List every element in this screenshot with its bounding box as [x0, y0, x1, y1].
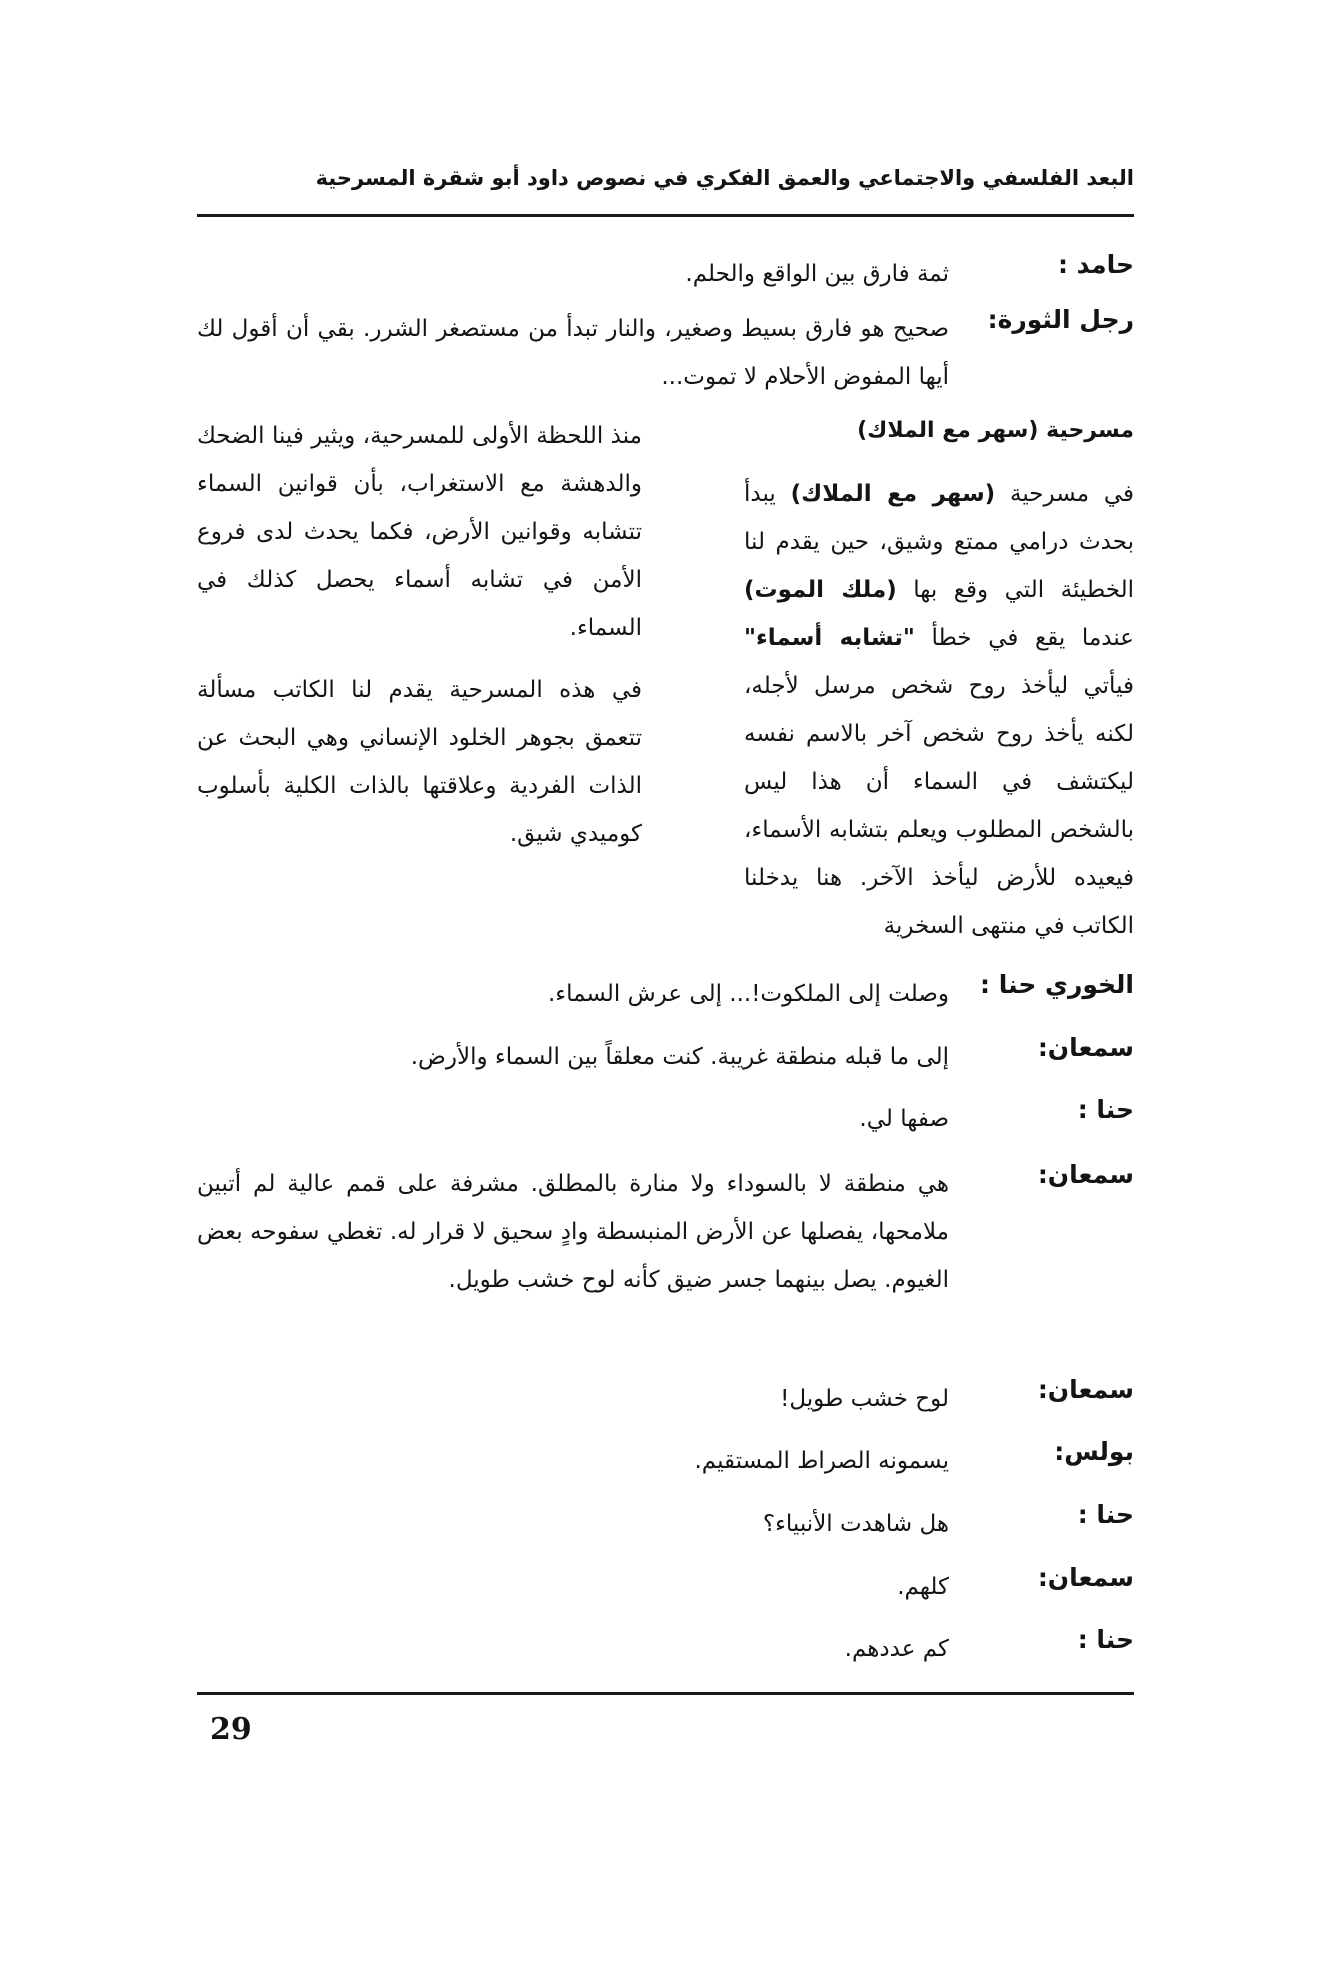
dialogue-text: يسمونه الصراط المستقيم. [694, 1448, 949, 1474]
dialogue-text: صفها لي. [859, 1106, 949, 1132]
section-title: مسرحية (سهر مع الملاك) [857, 418, 1134, 443]
speaker-name: بولس: [1054, 1437, 1134, 1466]
speaker-name: حامد : [1057, 250, 1134, 279]
dialogue-text: لوح خشب طويل! [780, 1386, 949, 1412]
speaker-name: الخوري حنا : [980, 970, 1134, 999]
speaker-name: سمعان: [1037, 1033, 1134, 1062]
dialogue-line [197, 250, 1134, 300]
left-column [197, 412, 642, 872]
dialogue-line [197, 1160, 1134, 1360]
paragraph: في هذه المسرحية يقدم لنا الكاتب مسألة تتعمق بجوهر الخلود الإنساني وهي البحث عن الذات الفردية وعلاقتها بالذات الكلية بأسلوب كوميدي شيق. [197, 677, 642, 847]
speaker-name: حنا : [1077, 1500, 1134, 1529]
dialogue-line [197, 305, 1134, 405]
speaker-name: سمعان: [1037, 1160, 1134, 1189]
speaker-name: سمعان: [1037, 1375, 1134, 1404]
dialogue-text: ثمة فارق بين الواقع والحلم. [685, 261, 949, 287]
dialogue-text: وصلت إلى الملكوت!... إلى عرش السماء. [547, 981, 949, 1007]
dialogue-text: هي منطقة لا بالسوداء ولا منارة بالمطلق. مشرفة على قمم عالية لم أتبين ملامحها، يفصلها عن الأرض المنبسطة وادٍ سحيق لا قرار له. تغطي سفوحه بعض الغيوم. يصل بينهما جسر ضيق كأنه لوح خشب طويل. [197, 1171, 949, 1293]
right-column [744, 470, 1134, 964]
paragraph: منذ اللحظة الأولى للمسرحية، ويثير فينا الضحك والدهشة مع الاستغراب، بأن قوانين السماء تتشابه وقوانين الأرض، فكما يحدث لدى فروع الأمن في تشابه أسماء يحصل كذلك في السماء. [197, 423, 642, 641]
dialogue-line [197, 1375, 1134, 1425]
footer-rule [197, 1692, 1134, 1695]
dialogue-line [197, 970, 1134, 1020]
page-number: 29 [210, 1712, 252, 1747]
dialogue-text: كم عددهم. [844, 1636, 949, 1662]
running-header: البعد الفلسفي والاجتماعي والعمق الفكري في نصوص داود أبو شقرة المسرحية [315, 166, 1134, 190]
dialogue-line [197, 1563, 1134, 1613]
speaker-name: سمعان: [1037, 1563, 1134, 1592]
dialogue-text: صحيح هو فارق بسيط وصغير، والنار تبدأ من مستصغر الشرر. بقي أن أقول لك أيها المفوض الأحلام لا تموت... [197, 316, 949, 390]
header-rule [197, 214, 1134, 217]
play-name: (سهر مع الملاك) [790, 481, 996, 507]
dialogue-line [197, 1500, 1134, 1550]
dialogue-text: هل شاهدت الأنبياء؟ [762, 1511, 949, 1537]
dialogue-line [197, 1095, 1134, 1145]
paragraph: في مسرحية (سهر مع الملاك) يبدأ بحدث درامي ممتع وشيق، حين يقدم لنا الخطيئة التي وقع بها (ملك الموت) عندما يقع في خطأ "تشابه أسماء" فيأتي ليأخذ روح شخص مرسل لأجله، لكنه يأخذ روح شخص آخر بالاسم نفسه ليكتشف في السماء أن هذا ليس بالشخص المطلوب ويعلم بتشابه الأسماء، فيعيده للأرض ليأخذ الآخر. هنا يدخلنا الكاتب في منتهى السخرية [744, 481, 1135, 939]
speaker-name: حنا : [1077, 1095, 1134, 1124]
dialogue-line [197, 1625, 1134, 1675]
speaker-name: حنا : [1077, 1625, 1134, 1654]
names-similarity: "تشابه أسماء" [744, 625, 915, 651]
speaker-name: رجل الثورة: [987, 305, 1134, 334]
angel-of-death: (ملك الموت) [744, 577, 897, 603]
dialogue-text: إلى ما قبله منطقة غريبة. كنت معلقاً بين السماء والأرض. [410, 1044, 949, 1070]
dialogue-text: كلهم. [897, 1574, 949, 1600]
dialogue-line [197, 1033, 1134, 1083]
dialogue-line [197, 1437, 1134, 1487]
